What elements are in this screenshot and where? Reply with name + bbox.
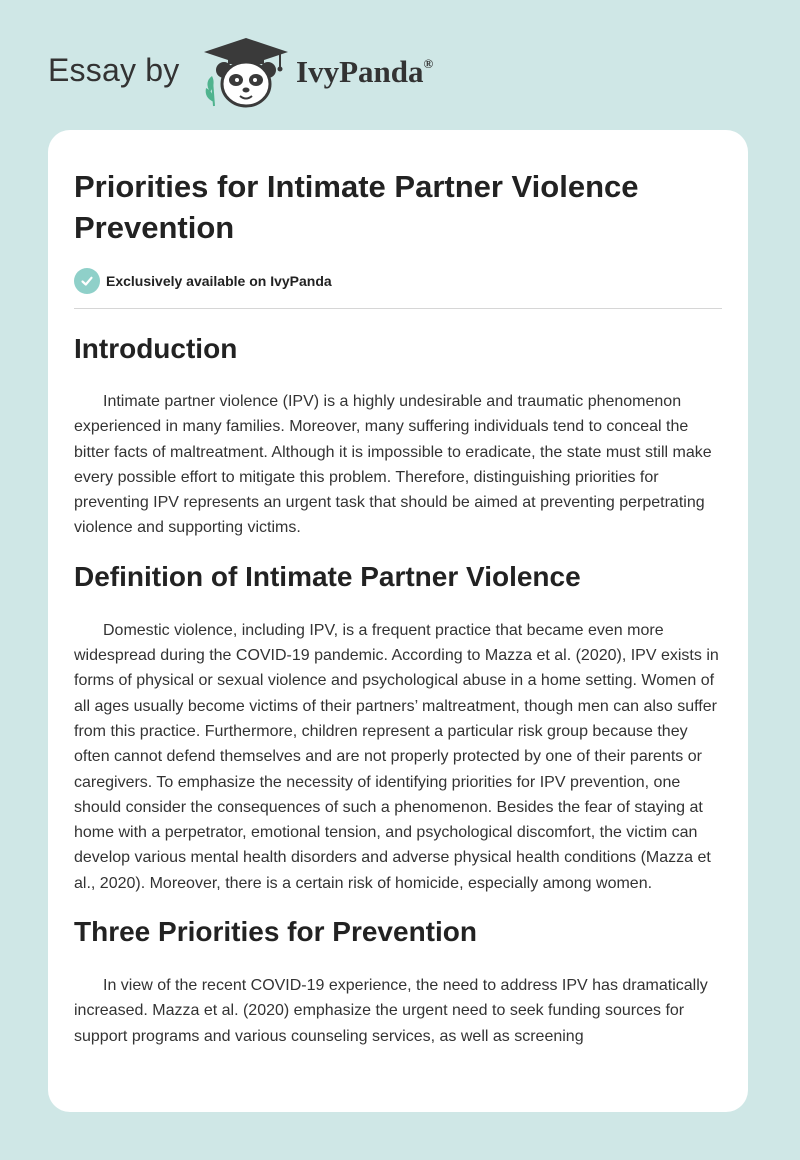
section-paragraph: In view of the recent COVID-19 experience, the need to address IPV has dramatically increased. Mazza et al. (2020) emphasize the urgent need to seek funding sources for support programs and various counseling services, as well as screening: [74, 977, 708, 1045]
panda-graduate-icon[interactable]: [200, 36, 292, 110]
exclusive-badge: [74, 268, 722, 294]
divider: [74, 308, 722, 309]
section-heading: Three Priorities for Prevention: [74, 916, 477, 948]
section-heading: Definition of Intimate Partner Violence: [74, 560, 581, 592]
check-circle-icon: [74, 268, 100, 294]
section-heading: Introduction: [74, 333, 238, 364]
article-title: Priorities for Intimate Partner Violence Prevention: [74, 169, 639, 245]
brand-name[interactable]: IvyPanda®: [296, 54, 434, 89]
section-three-priorities: [74, 914, 722, 1049]
section-paragraph: Domestic violence, including IPV, is a frequent practice that became even more widespread during the COVID-19 pandemic. According to Mazza et al. (2020), IPV exists in forms of physical or sexual violence and psychological abuse in a home setting. Women of all ages usually become victims of their partners’ maltreatment, though men can also suffer from this practice. Furthermore, children represent a particular risk group because they often cannot defend themselves and are not properly protected by one of their parents or caregivers. To emphasize the necessity of identifying priorities for IPV prevention, one should consider the consequences of such a phenomenon. Besides the fear of staying at home with a perpetrator, emotional tension, and psychological discomfort, the victim can develop various mental health disorders and adverse physical health conditions (Mazza et al., 2020). Moreover, there is a certain risk of homicide, especially among women.: [74, 621, 719, 892]
site-header: [0, 0, 800, 130]
article-card: [48, 130, 748, 1112]
section-introduction: [74, 331, 722, 541]
section-definition: [74, 559, 722, 896]
brand-prefix: Essay by: [48, 52, 180, 88]
badge-label: Exclusively available on IvyPanda: [106, 273, 332, 289]
section-paragraph: Intimate partner violence (IPV) is a highly undesirable and traumatic phenomenon experienced in many families. Moreover, many suffering individuals tend to conceal the bitter facts of maltreatment. Although it is impossible to eradicate, the state must still make every possible effort to mitigate this problem. Therefore, distinguishing priorities for preventing IPV represents an urgent task that should be aimed at preventing perpetrating violence and supporting victims.: [74, 393, 712, 537]
